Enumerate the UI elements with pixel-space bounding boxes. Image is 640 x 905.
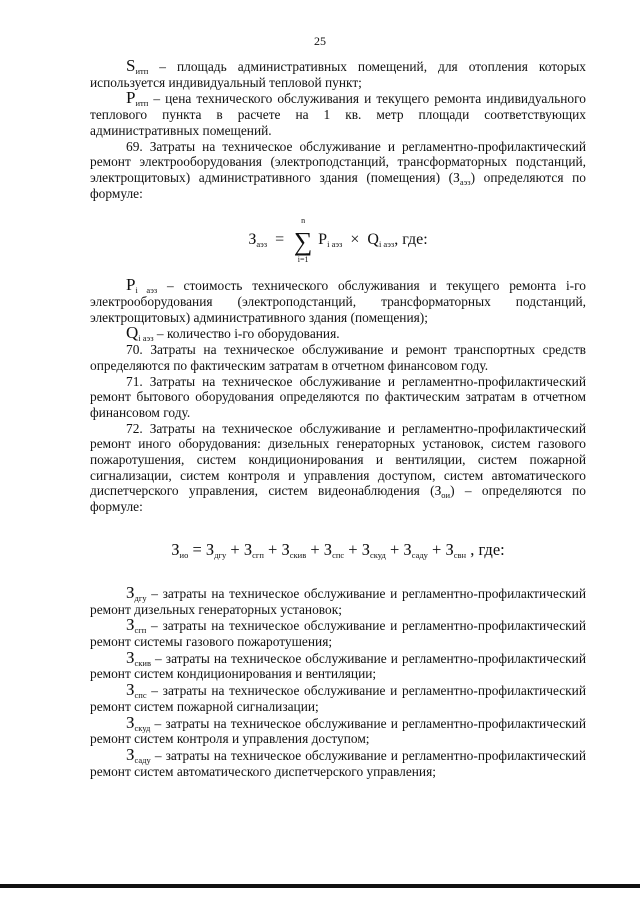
- defs-bottom: [90, 582, 586, 779]
- bottom-rule: [0, 884, 640, 888]
- defs-mid: [90, 277, 586, 342]
- definition: $З_{спс}$ – затраты на техническое обслуживание и регламентно-профилактический ремонт систем пожарной сигнализации;: [90, 680, 586, 714]
- definition: $З_{дгу}$ – затраты на техническое обслуживание и регламентно-профилактический ремонт дизельных генераторных установок;: [90, 582, 586, 617]
- definition: $З_{скив}$ – затраты на техническое обслуживание и регламентно-профилактический ремонт систем кондиционирования и вентиляции;: [90, 647, 586, 682]
- defs-top: [90, 58, 586, 139]
- formula-aez: $З_{аэз}$ = n ∑ i=1 $P_{i аэз} \times Q_{i аэз}$, где:: [248, 216, 428, 265]
- paragraph-72: 72. Затраты на техническое обслуживание и регламентно-профилактический ремонт иного оборудования: дизельных генераторных установок, систем газового пожаротушения, систем кондиционирования и вентиляции, систем пожарной сигнализации, систем контроля и управления доступом, систем автоматического диспетчерского управления, систем видеонаблюдения $(З_{ои})$ – определяются по формуле:: [90, 420, 586, 515]
- definition: $P_{i аэз}$ – стоимость технического обслуживания и текущего ремонта i-го электрооборудования (электроподстанций, трансформаторных подстанций, электрощитовых) административного здания (помещения);: [90, 275, 586, 325]
- definition: $З_{саду}$ – затраты на техническое обслуживание и регламентно-профилактический ремонт систем автоматического диспетчерского управления;: [90, 744, 586, 779]
- definition: $З_{сгп}$ – затраты на техническое обслуживание и регламентно-профилактический ремонт системы газового пожаротушения;: [90, 615, 586, 649]
- paragraph-70: 70. Затраты на техническое обслуживание и ремонт транспортных средств определяются по фактическим затратам в отчетном финансовом году.: [90, 342, 586, 373]
- definition: $P_{итп}$ – цена технического обслуживания и текущего ремонта индивидуального теплового пункта в расчете на 1 кв. метр площади соответствующих административных помещений.: [90, 88, 586, 138]
- definition: $Q_{i аэз}$ – количество i-го оборудования.: [126, 323, 340, 344]
- document-body: [90, 58, 586, 779]
- definition: $S_{итп}$ – площадь административных помещений, для отопления которых используется индивидуальный тепловой пункт;: [90, 56, 586, 90]
- formula-io: $З_{ио} = З_{дгу} + З_{сгп} + З_{скив} + З_{спс} + З_{скуд} + З_{саду} + З_{свн}$ , где:: [171, 539, 505, 560]
- page-number: 25: [314, 34, 326, 48]
- paragraph-71: 71. Затраты на техническое обслуживание и регламентно-профилактический ремонт бытового оборудования определяются по фактическим затратам в отчетном финансовом году.: [90, 373, 586, 420]
- paragraph-69: 69. Затраты на техническое обслуживание и регламентно-профилактический ремонт электрооборудования (электроподстанций, трансформаторных подстанций, электрощитовых) административного здания (помещения) $(З_{аэз})$ определяются по формуле:: [90, 138, 586, 201]
- definition: $З_{скуд}$ – затраты на техническое обслуживание и регламентно-профилактический ремонт систем контроля и управления доступом;: [90, 712, 586, 747]
- summation-icon: n ∑ i=1: [293, 216, 313, 265]
